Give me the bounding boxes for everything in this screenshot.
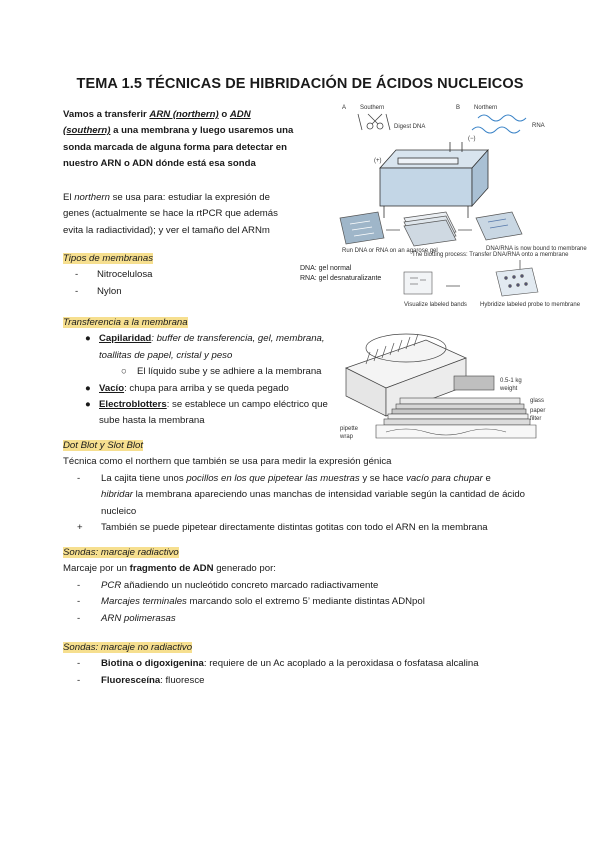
sondas-no-radiactivo-section [63,640,533,689]
list-item: + También se puede pipetear directamente distintas gotitas con todo el ARN en la membrana [77,522,488,534]
dot-blot-heading: Dot Blot y Slot Blot [63,440,143,451]
figure-label-rna: RNA [532,123,545,129]
list-item: - ARN polimerasas [77,612,176,624]
figure-label-b: B [456,105,461,111]
figure-label-northern: Northern [474,105,498,111]
list-item: ● Vacío: chupa para arriba y se queda pegado [85,382,289,394]
figure-label-blot: The blotting process: Transfer DNA/RNA onto a membrane [412,252,569,258]
figure-label-a: A [342,105,347,111]
svg-text:paper: paper [530,408,546,414]
list-item: ● Electroblotters: se establece un campo eléctrico que sube hasta la membrana [85,399,328,427]
visualize-film-illustration [404,272,432,294]
figure-label-southern: Southern [360,105,385,111]
list-item: - Nylon [75,285,122,297]
list-item: ● Capilaridad: buffer de transferencia, gel, membrana, toallitas de papel, cristal y peso [85,333,325,361]
transferencia-heading: Transferencia a la membrana [63,317,188,328]
membranas-heading: Tipos de membranas [63,253,154,264]
blot-stack-illustration [404,212,456,246]
list-item: - Fluoresceína: fluoresce [77,674,205,686]
page-title: TEMA 1.5 TÉCNICAS DE HIBRIDACIÓN DE ÁCIDOS NUCLEICOS [76,76,524,92]
list-item: - PCR añadiendo un nucleótido concreto marcado radiactivamente [77,579,379,591]
figure-label-hybridize: Hybridize labeled probe to membrane [480,302,581,308]
blotting-process-figure [300,100,587,325]
gel-illustration [340,212,384,244]
gel-tank-illustration [380,142,488,218]
svg-text:0.5-1 kg: 0.5-1 kg [500,378,522,384]
sondas-radiactivo-section [63,545,525,627]
membrane-illustration [476,212,522,240]
svg-text:filter: filter [530,416,542,422]
svg-text:glass: glass [530,398,545,404]
gel-type-note: DNA: gel normal RNA: gel desnaturalizante [300,264,396,284]
svg-text:pipette: pipette [340,426,359,432]
list-item: - Nitrocelulosa [75,269,153,281]
northern-paragraph: El northern se usa para: estudiar la expresión de genes (actualmente se hace la rtPCR que además evita la radiactividad); y ver el tamaño del ARNm [63,192,278,236]
dot-blot-section [63,438,525,536]
sondas-radiactivo-line: Marcaje por un fragmento de ADN generado por: [63,563,276,575]
rna-wave-icon [472,115,526,133]
figure-label-minus: (+) [374,158,382,164]
hybridize-membrane-illustration [496,268,538,296]
list-item: - Marcajes terminales marcando solo el extremo 5’ mediante distintas ADNpol [77,596,425,608]
dot-blot-description: Técnica como el northern que también se usa para medir la expresión génica [63,456,392,468]
list-item: - La cajita tiene unos pocillos en los que pipetear las muestras y se hace vacío para chupar e hibridar la membrana apareciendo unas manchas de intensidad variable según la cantidad de ácido nucleico [77,472,526,517]
figure-label-digest: Digest DNA [394,124,426,130]
list-item: - Biotina o digoxigenina: requiere de un Ac acoplado a la peroxidasa o fosfatasa alcalina [77,658,479,670]
capillary-transfer-figure [336,328,558,450]
figure-label-run: Run DNA or RNA on an agarose gel [342,248,438,254]
list-item: ○ El líquido sube y se adhiere a la membrana [121,366,322,378]
svg-text:wrap: wrap [340,434,354,440]
scissors-icon [358,114,390,130]
svg-text:weight: weight [500,386,518,392]
figure-label-plus: (−) [468,136,476,142]
sondas-radiactivo-heading: Sondas: marcaje radiactivo [63,547,179,558]
transferencia-section [63,315,348,430]
figure-label-visualize: Visualize labeled bands [404,302,467,308]
sondas-no-radiactivo-heading: Sondas: marcaje no radiactivo [63,642,193,653]
membranas-section [63,251,303,300]
intro-paragraph: Vamos a transferir ARN (northern) o ADN (southern) a una membrana y luego usaremos una sonda marcada de alguna forma para detectar en nuestro ARN o ADN dónde está esa sonda [63,109,294,170]
figure-label-bound: DNA/RNA is now bound to membrane [486,246,587,252]
